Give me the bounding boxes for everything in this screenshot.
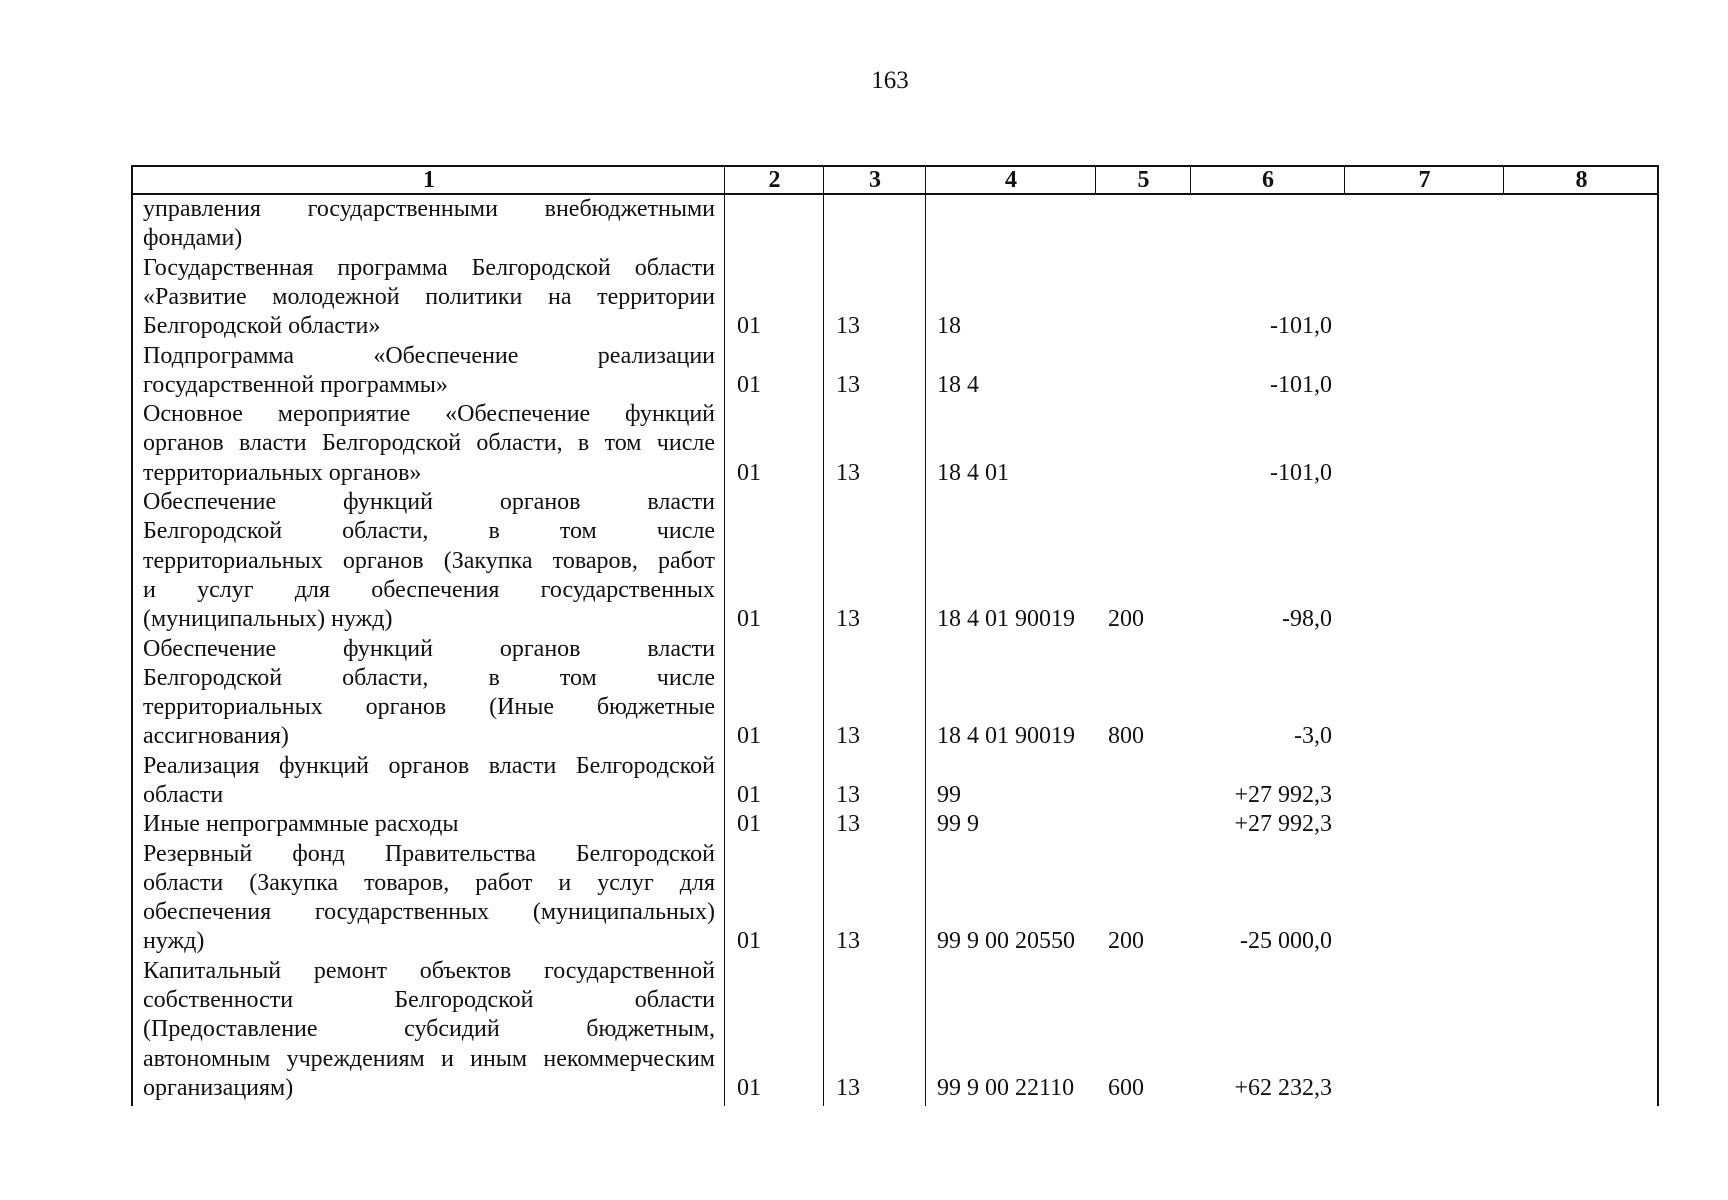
- subsection-code: 13: [836, 313, 860, 340]
- section-code: 01: [737, 313, 761, 340]
- header-col-3: 3: [869, 167, 881, 193]
- description-line: «Развитие молодежной политики на территории: [143, 283, 715, 310]
- header-col-4: 4: [1005, 167, 1017, 193]
- table-row: [133, 635, 1657, 752]
- header-col-8: 8: [1575, 167, 1588, 193]
- target-article-code: 18 4 01 90019: [937, 606, 1075, 633]
- section-code: 01: [737, 371, 761, 398]
- subsection-code: 13: [836, 459, 860, 486]
- header-col-1: 1: [423, 167, 435, 193]
- header-col-6: 6: [1262, 167, 1274, 193]
- table-row: [133, 400, 1657, 488]
- table-row: [133, 810, 1657, 839]
- row-description: [143, 810, 715, 839]
- table-row: [133, 840, 1657, 957]
- description-line: Резервный фонд Правительства Белгородской: [143, 840, 715, 867]
- row-description: [143, 195, 715, 254]
- row-description: [143, 957, 715, 1103]
- column-divider: [1344, 165, 1345, 195]
- page-number: 163: [871, 67, 909, 94]
- section-code: 01: [737, 811, 761, 838]
- column-divider: [1095, 165, 1096, 195]
- description-line: государственной программы»: [143, 371, 448, 398]
- table-row: [133, 342, 1657, 401]
- description-line: Реализация функций органов власти Белгородской: [143, 752, 715, 779]
- description-line: Государственная программа Белгородской области: [143, 254, 715, 281]
- amount-change: +27 992,3: [1234, 811, 1332, 838]
- section-code: 01: [737, 723, 761, 750]
- amount-change: -98,0: [1282, 606, 1332, 633]
- budget-table: [131, 165, 1659, 1106]
- description-line: управления государственными внебюджетными: [143, 196, 715, 222]
- section-code: 01: [737, 1075, 761, 1101]
- row-description: [143, 342, 715, 401]
- description-line: Подпрограмма «Обеспечение реализации: [143, 342, 715, 369]
- description-line: Белгородской области»: [143, 313, 381, 340]
- table-row: [133, 195, 1657, 254]
- target-article-code: 18: [937, 313, 961, 340]
- expense-type-code: 800: [1108, 723, 1144, 750]
- amount-change: -101,0: [1270, 313, 1332, 340]
- amount-change: -25 000,0: [1240, 928, 1332, 955]
- expense-type-code: 200: [1108, 606, 1144, 633]
- table-row: [133, 752, 1657, 811]
- subsection-code: 13: [836, 371, 860, 398]
- header-col-2: 2: [768, 167, 781, 193]
- section-code: 01: [737, 606, 761, 633]
- expense-type-code: 600: [1108, 1075, 1144, 1101]
- description-line: организациям): [143, 1074, 294, 1101]
- target-article-code: 99 9 00 20550: [937, 928, 1075, 955]
- description-line: области (Закупка товаров, работ и услуг для: [143, 869, 715, 896]
- target-article-code: 18 4 01 90019: [937, 723, 1075, 750]
- description-line: территориальных органов (Иные бюджетные: [143, 694, 715, 721]
- row-description: [143, 400, 715, 488]
- subsection-code: 13: [836, 723, 860, 750]
- row-description: [143, 840, 715, 957]
- subsection-code: 13: [836, 811, 860, 838]
- description-line: (муниципальных) нужд): [143, 606, 393, 633]
- target-article-code: 99 9: [937, 811, 979, 838]
- column-divider: [1503, 165, 1504, 195]
- description-line: нужд): [143, 928, 205, 955]
- table-row: [133, 254, 1657, 342]
- subsection-code: 13: [836, 928, 860, 955]
- target-article-code: 18 4 01: [937, 459, 1009, 486]
- section-code: 01: [737, 459, 761, 486]
- table-row: [133, 957, 1657, 1104]
- description-line: Обеспечение функций органов власти: [143, 489, 715, 515]
- amount-change: -3,0: [1294, 723, 1332, 750]
- section-code: 01: [737, 928, 761, 955]
- description-line: территориальных органов»: [143, 459, 422, 486]
- expense-type-code: 200: [1108, 928, 1144, 955]
- description-line: Иные непрограммные расходы: [143, 811, 459, 838]
- subsection-code: 13: [836, 1075, 860, 1101]
- description-line: и услуг для обеспечения государственных: [143, 576, 715, 603]
- row-description: [143, 635, 715, 752]
- table-header: [133, 165, 1657, 195]
- description-line: (Предоставление субсидий бюджетным,: [143, 1016, 715, 1043]
- description-line: Белгородской области, в том числе: [143, 664, 715, 691]
- header-col-7: 7: [1418, 167, 1431, 193]
- target-article-code: 99: [937, 781, 961, 808]
- description-line: Капитальный ремонт объектов государственной: [143, 957, 715, 984]
- header-col-5: 5: [1137, 167, 1150, 193]
- section-code: 01: [737, 781, 761, 808]
- target-article-code: 99 9 00 22110: [937, 1075, 1075, 1101]
- table-row: [133, 488, 1657, 635]
- description-line: органов власти Белгородской области, в том числе: [143, 430, 715, 457]
- row-description: [143, 752, 715, 811]
- column-divider: [1190, 165, 1191, 195]
- target-article-code: 18 4: [937, 371, 979, 398]
- description-line: области: [143, 781, 224, 808]
- amount-change: +62 232,3: [1234, 1075, 1332, 1101]
- amount-change: -101,0: [1270, 371, 1332, 398]
- amount-change: +27 992,3: [1234, 781, 1332, 808]
- table-body: [133, 195, 1657, 1106]
- description-line: ассигнования): [143, 723, 289, 750]
- description-line: территориальных органов (Закупка товаров, работ: [143, 547, 715, 574]
- description-line: фондами): [143, 225, 243, 252]
- description-line: Обеспечение функций органов власти: [143, 635, 715, 662]
- description-line: Белгородской области, в том числе: [143, 518, 715, 545]
- row-description: [143, 488, 715, 634]
- description-line: обеспечения государственных (муниципальных): [143, 899, 715, 926]
- subsection-code: 13: [836, 781, 860, 808]
- amount-change: -101,0: [1270, 459, 1332, 486]
- description-line: автономным учреждениям и иным некоммерческим: [143, 1045, 715, 1072]
- description-line: собственности Белгородской области: [143, 987, 715, 1014]
- description-line: Основное мероприятие «Обеспечение функций: [143, 401, 715, 428]
- subsection-code: 13: [836, 606, 860, 633]
- row-description: [143, 254, 715, 342]
